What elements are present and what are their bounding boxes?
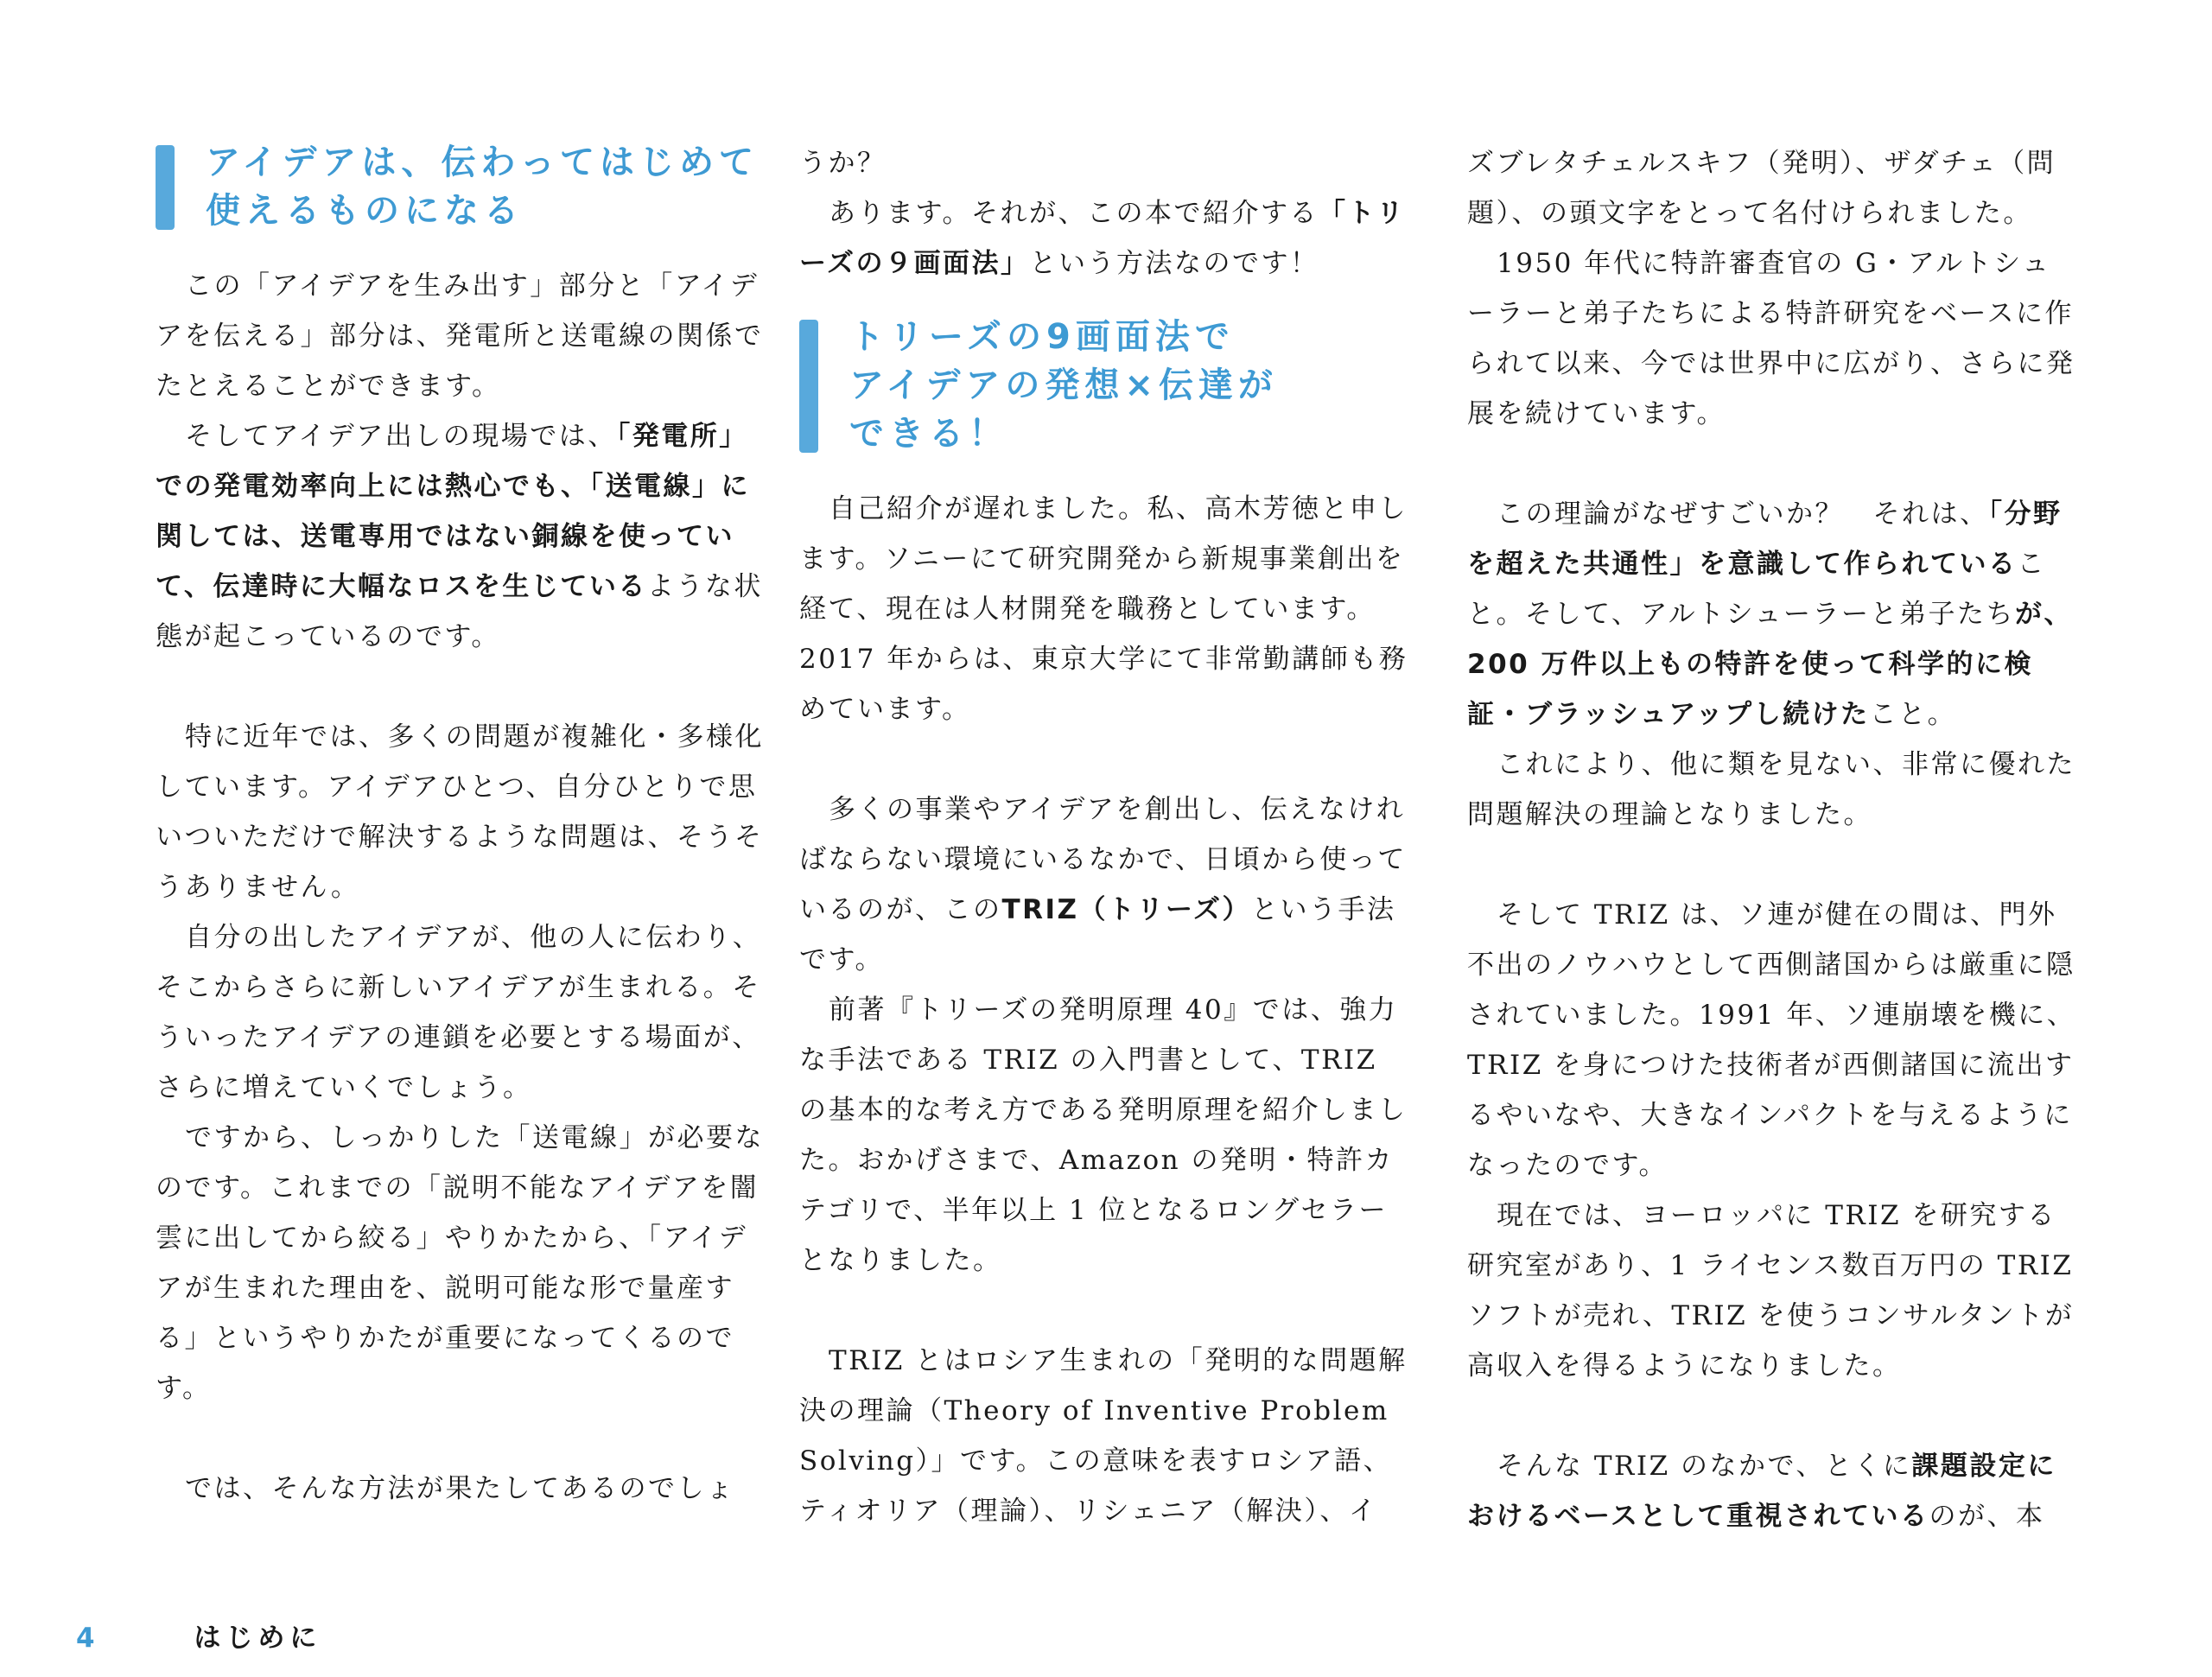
heading-line: アイデアは、伝わってはじめて	[206, 143, 759, 182]
paragraph: ですから、しっかりした「送電線」が必要なのです。これまでの「説明不能なアイデアを闇雲に出してから絞る」やりかたから、「アイデアが生まれた理由を、説明可能な形で量産する」というやりかたが重要になってくるのです。	[156, 1122, 764, 1404]
paragraph: 現在では、ヨーロッパに TRIZ を研究する研究室があり、1 ライセンス数百万円の TRIZ ソフトが売れ、TRIZ を使うコンサルタントが高収入を得るようになりました。	[1467, 1200, 2075, 1382]
heading-line: トリーズの9画面法で	[849, 317, 1235, 357]
paragraph: この「アイデアを生み出す」部分と「アイデアを伝える」部分は、発電所と送電線の関係でたとえることができます。	[156, 270, 764, 402]
page-footer	[76, 1616, 321, 1655]
paragraph: そして TRIZ は、ソ連が健在の間は、門外不出のノウハウとして西側諸国からは厳重に隠されていました。1991 年、ソ連崩壊を機に、TRIZ を身につけた技術者が西側諸国に流出するやいなや、大きなインパクトを与えるようになったのです。	[1467, 899, 2076, 1181]
paragraph: 自己紹介が遅れました。私、高木芳徳と申します。ソニーにて研究開発から新規事業創出を経て、現在は人材開発を職務としています。2017 年からは、東京大学にて非常勤講師も務めています。	[799, 493, 1408, 725]
paragraph: 前著『トリーズの発明原理 40』では、強力な手法である TRIZ の入門書として、TRIZ の基本的な考え方である発明原理を紹介しました。おかげさまで、Amazon の発明・特許カテゴリで、半年以上 1 位となるロングセラーとなりました。	[799, 994, 1408, 1276]
page-number: 4	[76, 1623, 100, 1654]
paragraph: あります。それが、この本で紹介する「トリーズの９画面法」という方法なのです！	[799, 198, 1406, 279]
text-column-2	[799, 138, 1408, 1536]
paragraph: 特に近年では、多くの問題が複雑化・多様化しています。アイデアひとつ、自分ひとりで思いついただけで解決するような問題は、そうそうありません。	[156, 721, 764, 903]
paragraph: これにより、他に類を見ない、非常に優れた問題解決の理論となりました。	[1467, 749, 2075, 830]
emphasis-text: 「トリーズの９画面法」	[799, 198, 1406, 279]
paragraph: 1950 年代に特許審査官の G・アルトシューラーと弟子たちによる特許研究をベースに作られて以来、今では世界中に広がり、さらに発展を続けています。	[1467, 248, 2075, 429]
heading-line: アイデアの発想×伝達が	[849, 365, 1278, 405]
emphasis-text: 「発電所」での発電効率向上には熱心でも、「送電線」に関しては、送電専用ではない銅線を使っていて、伝達時に大幅なロスを生じている	[156, 421, 750, 602]
paragraph: うか？	[799, 148, 887, 179]
paragraph: そしてアイデア出しの現場では、「発電所」での発電効率向上には熱心でも、「送電線」に関しては、送電専用ではない銅線を使っていて、伝達時に大幅なロスを生じているような状態が起こっているのです。	[156, 421, 763, 652]
paragraph: TRIZ とはロシア生まれの「発明的な問題解決の理論（Theory of Inventive Problem Solving）」です。この意味を表すロシア語、ティオリア（理論）、リシェニア（解決）、イ	[799, 1345, 1408, 1527]
text-column-3	[1467, 138, 2076, 1541]
emphasis-text: TRIZ（トリーズ）	[1001, 894, 1251, 925]
section-heading-triz	[799, 313, 1408, 458]
paragraph: 自分の出したアイデアが、他の人に伝わり、そこからさらに新しいアイデアが生まれる。そういったアイデアの連鎖を必要とする場面が、さらに増えていくでしょう。	[156, 922, 762, 1103]
paragraph: ズブレタチェルスキフ（発明）、ザダチェ（問題）、の頭文字をとって名付けられました。	[1467, 148, 2056, 229]
emphasis-text: が、200 万件以上もの特許を使って科学的に検証・ブラッシュアップし続けた	[1467, 599, 2074, 730]
paragraph: そんな TRIZ のなかで、とくに課題設定におけるベースとして重視されているのが、本	[1467, 1451, 2056, 1532]
paragraph: では、そんな方法が果たしてあるのでしょ	[185, 1473, 735, 1504]
text-column-1	[156, 138, 765, 1514]
heading-accent-bar	[156, 145, 175, 230]
heading-accent-bar	[799, 320, 818, 453]
paragraph: この理論がなぜすごいか？ それは、「分野を超えた共通性」を意識して作られていること。そして、アルトシューラーと弟子たちが、200 万件以上もの特許を使って科学的に検証・ブラッシュアップし続けたこと。	[1467, 499, 2074, 730]
paragraph: 多くの事業やアイデアを創出し、伝えなければならない環境にいるなかで、日頃から使っているのが、このTRIZ（トリーズ）という手法です。	[799, 794, 1407, 975]
chapter-title: はじめに	[194, 1623, 322, 1654]
heading-line: できる！	[849, 414, 1008, 454]
emphasis-text: 「分野を超えた共通性」を意識して作られている	[1467, 499, 2063, 580]
emphasis-text: 課題設定におけるベースとして重視されている	[1467, 1451, 2056, 1532]
section-heading-idea	[156, 138, 765, 235]
heading-line: 使えるものになる	[206, 191, 524, 231]
